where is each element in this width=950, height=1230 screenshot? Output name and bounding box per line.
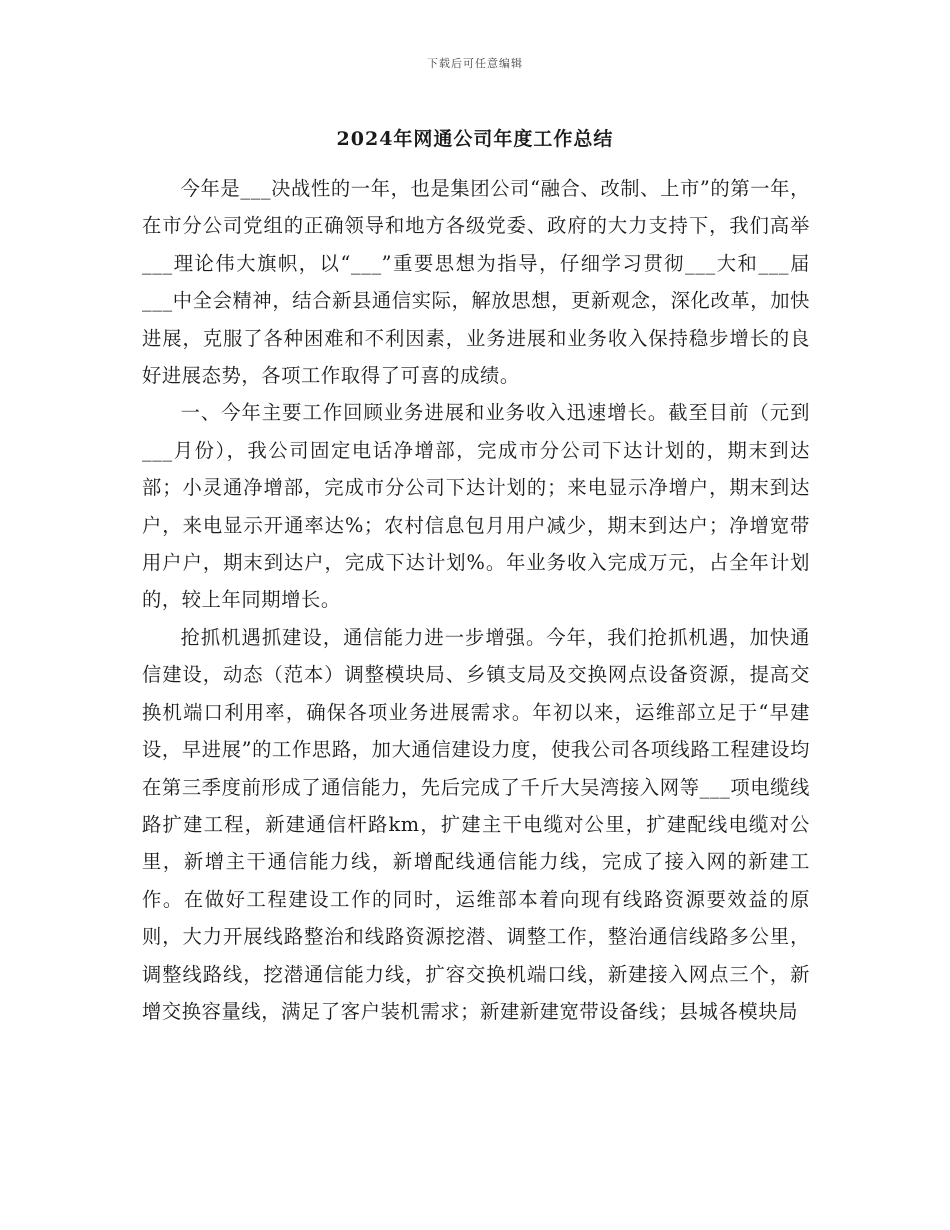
document-title: 2024年网通公司年度工作总结 [336,128,614,150]
download-edit-note: 下载后可任意编辑 [427,57,523,70]
paragraph-review: 一、今年主要工作回顾业务进展和业务收入迅速增长。截至目前（元到___月份），我公司固定电话净增部，完成市分公司下达计划的，期末到达部；小灵通净增部，完成市分公司下达计划的；来电显示净增户，期末到达户，来电显示开通率达%；农村信息包月用户减少，期末到达户；净增宽带用户户，期末到达户，完成下达计划%。年业务收入完成万元，占全年计划的，较上年同期增长。 [142,401,810,612]
paragraph-intro: 今年是___决战性的一年，也是集团公司“融合、改制、上市”的第一年，在市分公司党组的正确领导和地方各级党委、政府的大力支持下，我们高举___理论伟大旗帜，以“___”重要思想为指导，仔细学习贯彻___大和___届___中全会精神，结合新县通信实际，解放思想，更新观念，深化改革，加快进展，克服了各种困难和不利因素，业务进展和业务收入保持稳步增长的良好进展态势，各项工作取得了可喜的成绩。 [142,177,810,388]
document-body [142,170,810,1030]
paragraph-construction: 抢抓机遇抓建设，通信能力进一步增强。今年，我们抢抓机遇，加快通信建设，动态（范本）调整模块局、乡镇支局及交换网点设备资源，提高交换机端口利用率，确保各项业务进展需求。年初以来，运维部立足于“早建设，早进展”的工作思路，加大通信建设力度，使我公司各项线路工程建设均在第三季度前形成了通信能力，先后完成了千斤大吴湾接入网等___项电缆线路扩建工程，新建通信杆路km，扩建主干电缆对公里，扩建配线电缆对公里，新增主干通信能力线，新增配线通信能力线，完成了接入网的新建工作。在做好工程建设工作的同时，运维部本着向现有线路资源要效益的原则，大力开展线路整治和线路资源挖潜、调整工作，整治通信线路多公里，调整线路线，挖潜通信能力线，扩容交换机端口线，新建接入网点三个，新增交换容量线，满足了客户装机需求；新建新建宽带设备线；县城各模块局 [142,625,810,1023]
